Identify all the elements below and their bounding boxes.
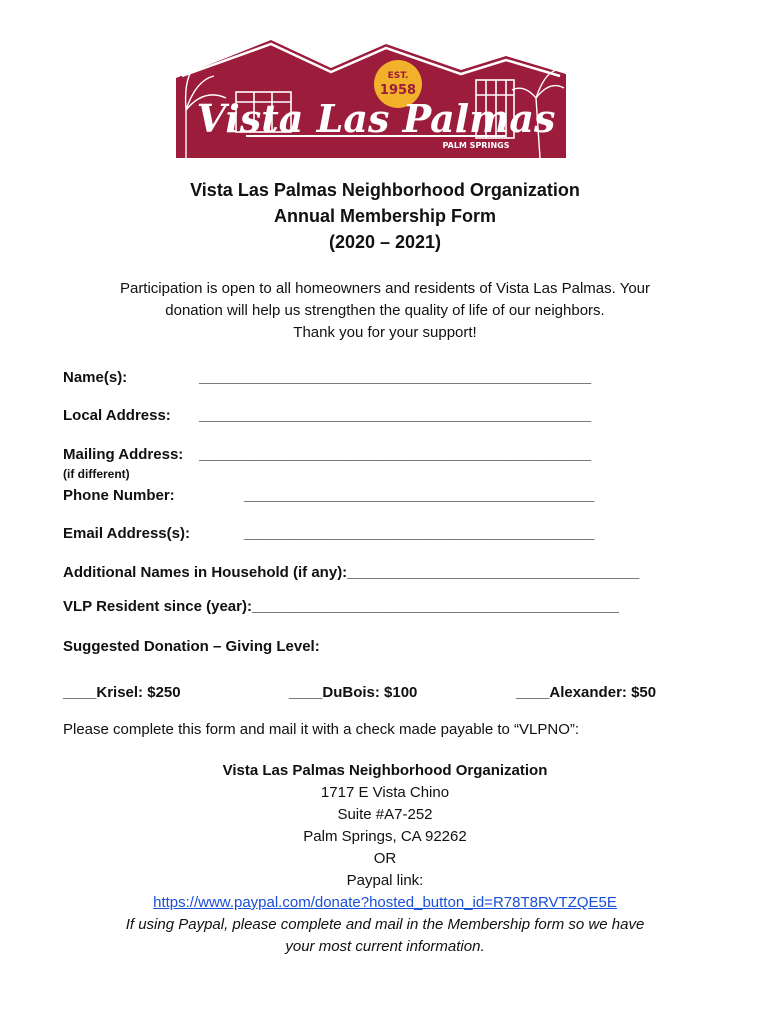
names-label: Name(s): — [63, 369, 128, 386]
address-organization: Vista Las Palmas Neighborhood Organization — [222, 762, 548, 779]
intro-line-2: donation will help us strengthen the quality of life of our neighbors. — [165, 302, 605, 319]
title-organization: Vista Las Palmas Neighborhood Organization — [190, 180, 580, 200]
title-year: (2020 – 2021) — [328, 232, 442, 252]
address-street: 1717 E Vista Chino — [320, 784, 450, 801]
phone-label: Phone Number: — [63, 487, 175, 504]
paypal-link[interactable]: https://www.paypal.com/donate?hosted_button_id=R78T8RVTZQE5E — [153, 894, 617, 911]
donation-level-alexander[interactable]: ____Alexander: $50 — [516, 684, 657, 701]
form-title — [0, 177, 770, 255]
logo-wordmark: Vista Las Palmas — [196, 96, 556, 141]
svg-text:1958: 1958 — [379, 83, 417, 98]
address-suite: Suite #A7-252 — [337, 806, 433, 823]
email-field[interactable]: __________________________________________ — [244, 525, 595, 542]
paypal-note-line-1: If using Paypal, please complete and mail in the Membership form so we have — [125, 916, 645, 933]
household-names-field[interactable]: Additional Names in Household (if any):___________________________________ — [63, 564, 640, 581]
paypal-label: Paypal link: — [346, 872, 424, 889]
title-form-name: Annual Membership Form — [273, 206, 497, 226]
svg-text:EST.: EST. — [387, 71, 409, 81]
phone-field[interactable]: __________________________________________ — [244, 487, 595, 504]
address-or: OR — [373, 850, 397, 867]
resident-since-field[interactable]: VLP Resident since (year):____________________________________________ — [63, 598, 620, 615]
logo-city: PALM SPRINGS — [442, 141, 510, 150]
email-label: Email Address(s): — [63, 525, 190, 542]
intro-line-3: Thank you for your support! — [293, 324, 477, 341]
donation-level-krisel[interactable]: ____Krisel: $250 — [63, 684, 181, 701]
address-city: Palm Springs, CA 92262 — [303, 828, 467, 845]
donation-level-dubois[interactable]: ____DuBois: $100 — [289, 684, 418, 701]
local-address-label: Local Address: — [63, 407, 171, 424]
vista-las-palmas-logo — [176, 40, 566, 158]
intro-text — [0, 278, 770, 344]
mail-instructions: Please complete this form and mail it with a check made payable to “VLPNO”: — [63, 721, 580, 738]
donation-heading: Suggested Donation – Giving Level: — [63, 638, 320, 655]
mailing-address-note: (if different) — [63, 467, 130, 481]
names-field[interactable]: _______________________________________________ — [199, 369, 592, 386]
intro-line-1: Participation is open to all homeowners and residents of Vista Las Palmas. Your — [119, 280, 651, 297]
mailing-address-field[interactable]: _______________________________________________ — [199, 446, 592, 463]
paypal-note-line-2: your most current information. — [285, 938, 485, 955]
mailing-address-block — [0, 760, 770, 958]
mailing-address-label: Mailing Address: — [63, 446, 184, 463]
local-address-field[interactable]: _______________________________________________ — [199, 407, 592, 424]
